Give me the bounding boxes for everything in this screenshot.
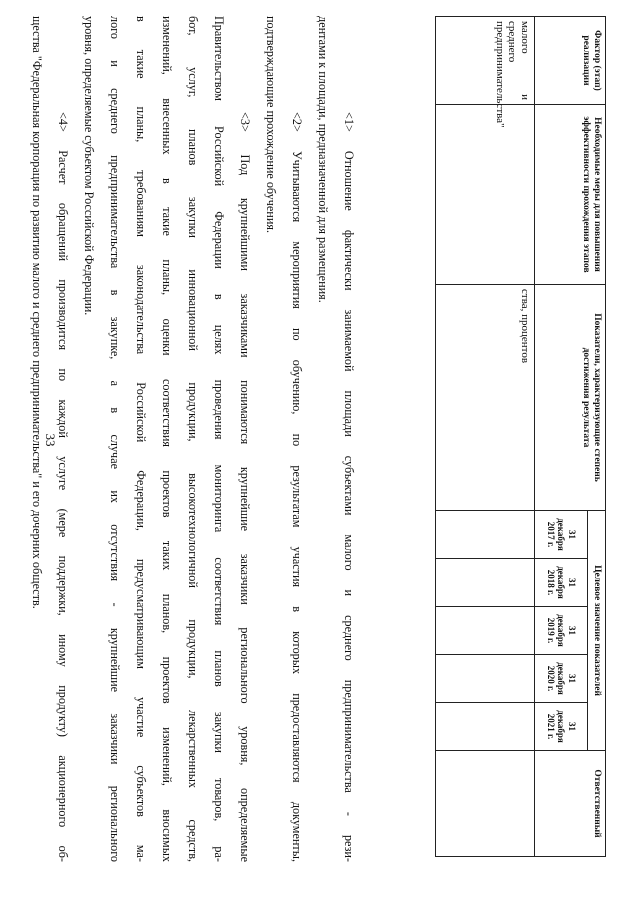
footnote-line: <4> Расчет обращений производится по каждой услуге (мере поддержки, иному продукту) акционерного об- [56, 112, 70, 862]
header-year-2020: 31 декабря 2020 г. [535, 655, 588, 703]
footnote-4 [24, 16, 76, 862]
header-year-2017: 31 декабря 2017 г. [535, 511, 588, 559]
footnote-3 [76, 16, 258, 862]
footnote-line: дентами к площади, предназначенной для размещения. [316, 16, 330, 303]
table-row [436, 17, 535, 857]
header-year-2021: 31 декабря 2021 г. [535, 703, 588, 751]
cell-value-2020 [436, 655, 535, 703]
cell-value-2018 [436, 559, 535, 607]
cell-value-2019 [436, 607, 535, 655]
cell-indicators: ства, процентов [436, 285, 535, 511]
footnote-line: уровня, определяемые субъектом Российской Федерации. [82, 16, 96, 316]
target-indicators-table [435, 16, 606, 857]
footnote-1 [310, 16, 362, 862]
header-year-2019: 31 декабря 2019 г. [535, 607, 588, 655]
footnote-line: щества "Федеральная корпорация по развитию малого и среднего предпринимательства" и его дочерних обществ. [30, 16, 44, 609]
footnote-2 [258, 16, 310, 862]
cell-value-2017 [436, 511, 535, 559]
footnote-line: лого и среднего предпринимательства в закупке, а в случае их отсутствия - крупнейшие заказчики регионального [108, 16, 122, 862]
footnote-line: Правительством Российской Федерации в целях проведения мониторинга соответствия планов закупки товаров, ра- [212, 16, 226, 862]
footnote-line: <3> Под крупнейшими заказчиками понимаются крупнейшие заказчики регионального уровня, определяемые [238, 112, 252, 862]
rotated-content [30, 12, 610, 892]
footnote-line: изменений, внесенных в такие планы, оценки соответствия проектов таких планов, проектов изменений, вносимых [160, 16, 174, 862]
header-responsible: Ответственный [535, 751, 606, 857]
header-measures: Необходимые меры для повышения эффективности прохождения этапов [535, 105, 606, 285]
cell-measures [436, 105, 535, 285]
footnote-line: <2> Учитываются мероприятия по обучению, по результатам участия в которых предоставляются документы, [290, 112, 304, 862]
header-year-2018: 31 декабря 2018 г. [535, 559, 588, 607]
footnote-line: бот, услуг, планов закупки инновационной продукции, высокотехнологичной продукции, лекарственных средств, [186, 16, 200, 862]
footnote-line: <1> Отношение фактически занимаемой площади субъектами малого и среднего предпринимательства - рези- [342, 112, 356, 862]
footnote-line: в такие планы, требованиям законодательства Российской Федерации, предусматривающим участие субъектов ма- [134, 16, 148, 862]
page-number: 33 [43, 433, 58, 447]
header-factor: Фактор (этап) реализации [535, 17, 606, 105]
cell-factor-text: малого и среднего предпринимательства" [493, 21, 532, 128]
header-indicators: Показатели, характеризующие степень достижения результата [535, 285, 606, 511]
footnote-line: подтверждающие прохождение обучения. [264, 16, 278, 233]
cell-value-2021 [436, 703, 535, 751]
header-target-values: Целевое значение показателей [588, 511, 606, 751]
cell-responsible [436, 751, 535, 857]
cell-factor [436, 17, 535, 128]
